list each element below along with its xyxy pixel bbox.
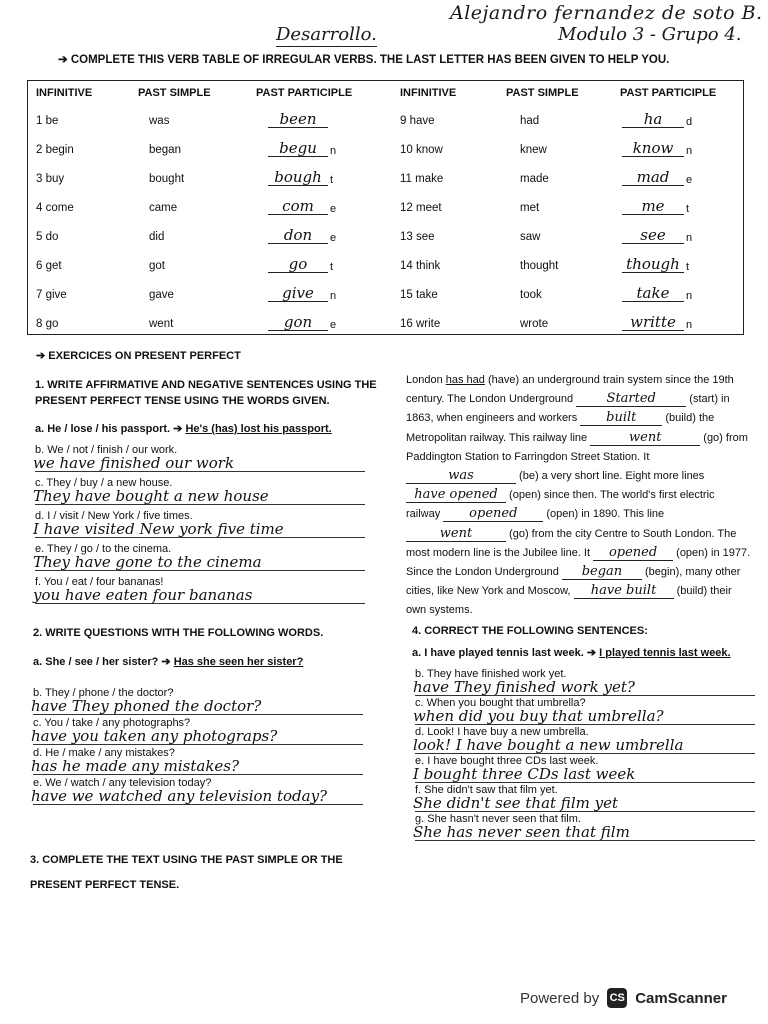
verb-last-letter: n <box>686 290 693 302</box>
verb-infinitive: 15 take <box>400 289 438 301</box>
ex1-example <box>35 422 332 435</box>
verb-infinitive: 7 give <box>36 289 67 301</box>
text-answer: went <box>590 431 700 446</box>
ex2-example <box>33 655 303 668</box>
text-part: (open) since then. The world's first electric railway <box>406 489 715 521</box>
ex2-answer: have They phoned the doctor? <box>31 697 262 715</box>
verb-infinitive: 12 meet <box>400 202 442 214</box>
ex2-answer: have we watched any television today? <box>31 787 328 805</box>
text-answer: opened <box>593 546 673 561</box>
verb-participle-answer: give <box>268 285 328 302</box>
text-answer: began <box>562 565 642 580</box>
ex2-example-answer: Has she seen her sister? <box>173 656 304 668</box>
ex4-answer-line <box>415 811 755 812</box>
ex4-prompt: d. Look! I have buy a new umbrella. <box>415 726 589 738</box>
verb-participle-answer: gon <box>268 314 328 331</box>
verb-past-simple: saw <box>520 231 541 243</box>
ex4-title: 4. CORRECT THE FOLLOWING SENTENCES: <box>412 625 648 637</box>
verb-last-letter: t <box>686 203 690 215</box>
ex4-answer-line <box>415 753 755 754</box>
verb-infinitive: 14 think <box>400 260 441 272</box>
verb-table-instruction <box>58 52 669 66</box>
verb-participle-answer: bough <box>268 169 328 186</box>
verb-past-simple: had <box>520 115 540 127</box>
verb-past-simple: began <box>149 144 181 156</box>
verb-last-letter: t <box>686 261 690 273</box>
verb-participle-answer: know <box>622 140 684 157</box>
header-past-simple: PAST SIMPLE <box>138 87 211 99</box>
text-part: (build) their own systems. <box>406 585 732 617</box>
ex1-answer-line <box>35 603 365 604</box>
text-answer: Started <box>576 392 686 407</box>
verb-infinitive: 8 go <box>36 318 59 330</box>
text-answer: have built <box>574 584 674 599</box>
ex1-example-answer: He's (has) lost his passport. <box>185 423 332 435</box>
ex4-prompt: b. They have finished work yet. <box>415 668 567 680</box>
arrow-right-icon: ➔ <box>58 54 68 66</box>
ex2-answer-line <box>33 744 363 745</box>
text-part: (begin), many other cities, like New York and Moscow, <box>406 566 741 598</box>
verb-last-letter: t <box>330 261 334 273</box>
verb-participle-answer: me <box>622 198 684 215</box>
ex4-prompt: g. She hasn't never seen that film. <box>415 813 581 825</box>
ex4-answer-line <box>415 782 755 783</box>
verb-infinitive: 16 write <box>400 318 441 330</box>
verb-infinitive: 11 make <box>400 173 444 185</box>
ex1-answer-line <box>35 537 365 538</box>
header-past-participle: PAST PARTICIPLE <box>256 87 353 99</box>
ex4-answer: look! I have bought a new umbrella <box>413 736 684 754</box>
header-infinitive-2: INFINITIVE <box>400 87 457 99</box>
text-answer: built <box>580 411 662 426</box>
verb-infinitive: 10 know <box>400 144 443 156</box>
text-answer: went <box>406 527 506 542</box>
verb-past-simple: came <box>149 202 178 214</box>
verb-last-letter: e <box>686 174 693 186</box>
present-perfect-heading-text: EXERCICES ON PRESENT PERFECT <box>48 350 241 362</box>
verb-participle-answer: though <box>622 256 684 273</box>
header-past-simple-2: PAST SIMPLE <box>506 87 579 99</box>
powered-by-label: Powered by <box>520 989 600 1007</box>
ex1-title: 1. WRITE AFFIRMATIVE AND NEGATIVE SENTENCES USING THE PRESENT PERFECT TENSE USING THE WORDS GIVEN. <box>35 379 377 407</box>
text-part: (open) in 1890. This line <box>543 508 665 521</box>
ex2-prompt: b. They / phone / the doctor? <box>33 687 174 699</box>
ex1-prompt: d. I / visit / New York / five times. <box>35 510 193 522</box>
ex2-prompt: c. You / take / any photographs? <box>33 717 191 729</box>
ex1-answer-line <box>35 570 365 571</box>
ex4-example-answer: I played tennis last week. <box>599 647 731 659</box>
ex1-example-prompt: a. He / lose / his passport. <box>35 423 171 435</box>
verb-past-simple: wrote <box>520 318 549 330</box>
text-part: (go) from the city Centre to South London. The most modern line is the Jubilee line. It <box>406 527 737 559</box>
module-group: Modulo 3 - Grupo 4. <box>558 24 742 45</box>
ex4-example <box>412 646 731 659</box>
verb-infinitive: 4 come <box>36 202 74 214</box>
page-title: Desarrollo. <box>276 24 377 45</box>
ex4-example-prompt: a. I have played tennis last week. <box>412 647 584 659</box>
ex4-answer: when did you buy that umbrella? <box>413 707 664 725</box>
text-part: (be) a very short line. Eight more lines <box>516 470 705 483</box>
verb-last-letter: t <box>330 174 334 186</box>
arrow-right-icon: ➔ <box>586 647 597 659</box>
ex4-answer: She didn't see that film yet <box>413 794 618 812</box>
verb-participle-answer: ha <box>622 111 684 128</box>
verb-last-letter: e <box>330 319 337 331</box>
ex4-prompt: e. I have bought three CDs last week. <box>415 755 599 767</box>
text-example-answer: has had <box>445 374 485 386</box>
verb-table <box>27 80 744 335</box>
verb-last-letter: e <box>330 232 337 244</box>
verb-participle-answer: don <box>268 227 328 244</box>
verb-infinitive: 6 get <box>36 260 62 272</box>
verb-infinitive: 9 have <box>400 115 435 127</box>
verb-participle-answer: begu <box>268 140 328 157</box>
ex2-prompt: e. We / watch / any television today? <box>33 777 212 789</box>
verb-past-simple: gave <box>149 289 174 301</box>
verb-past-simple: took <box>520 289 542 301</box>
camscanner-footer <box>520 988 727 1008</box>
ex2-title: 2. WRITE QUESTIONS WITH THE FOLLOWING WORDS. <box>33 627 324 639</box>
verb-past-simple: went <box>149 318 174 330</box>
ex1-answer-line <box>35 504 365 505</box>
ex1-prompt: f. You / eat / four bananas! <box>35 576 164 588</box>
student-name: Alejandro fernandez de soto B. <box>450 2 763 24</box>
verb-participle-answer: see <box>622 227 684 244</box>
ex4-answer: She has never seen that film <box>413 823 630 841</box>
ex2-answer-line <box>33 774 363 775</box>
ex4-prompt: f. She didn't saw that film yet. <box>415 784 558 796</box>
ex3-title: 3. COMPLETE THE TEXT USING THE PAST SIMPLE OR THE PRESENT PERFECT TENSE. <box>30 854 343 891</box>
ex2-answer-line <box>33 714 363 715</box>
ex4-answer: I bought three CDs last week <box>413 765 636 783</box>
verb-participle-answer: mad <box>622 169 684 186</box>
ex1-answer: I have visited New york five time <box>33 520 284 538</box>
ex2-answer-line <box>33 804 363 805</box>
verb-past-simple: bought <box>149 173 185 185</box>
ex4-answer-line <box>415 724 755 725</box>
ex4-answer-line <box>415 840 755 841</box>
verb-last-letter: n <box>686 319 693 331</box>
ex1-answer: They have bought a new house <box>33 487 269 505</box>
verb-participle-answer: writte <box>622 314 684 331</box>
ex2-answer: have you taken any photograps? <box>31 727 278 745</box>
ex2-example-prompt: a. She / see / her sister? <box>33 656 159 668</box>
ex1-prompt: c. They / buy / a new house. <box>35 477 173 489</box>
camscanner-brand: CamScanner <box>635 989 727 1007</box>
underground-text <box>406 371 751 621</box>
ex2-answer: has he made any mistakes? <box>31 757 240 775</box>
verb-past-simple: met <box>520 202 540 214</box>
arrow-right-icon: ➔ <box>36 350 46 362</box>
verb-last-letter: n <box>686 232 693 244</box>
verb-past-simple: was <box>149 115 170 127</box>
verb-infinitive: 5 do <box>36 231 59 243</box>
verb-infinitive: 13 see <box>400 231 435 243</box>
ex1-answer-line <box>35 471 365 472</box>
verb-last-letter: e <box>330 203 337 215</box>
ex1-answer: we have finished our work <box>33 454 235 472</box>
present-perfect-heading <box>36 349 241 362</box>
verb-participle-answer: go <box>268 256 328 273</box>
text-part: London <box>406 374 446 386</box>
ex4-answer-line <box>415 695 755 696</box>
verb-infinitive: 1 be <box>36 115 59 127</box>
text-part: (start) in 1863, when engineers and workers <box>406 393 730 425</box>
arrow-right-icon: ➔ <box>173 423 183 435</box>
header-past-participle-2: PAST PARTICIPLE <box>620 87 717 99</box>
arrow-right-icon: ➔ <box>161 656 171 668</box>
ex2-prompt: d. He / make / any mistakes? <box>33 747 175 759</box>
verb-past-simple: made <box>520 173 549 185</box>
verb-past-simple: knew <box>520 144 547 156</box>
verb-last-letter: d <box>686 116 693 128</box>
ex4-prompt: c. When you bought that umbrella? <box>415 697 586 709</box>
text-answer: have opened <box>406 488 506 503</box>
ex1-prompt: e. They / go / to the cinema. <box>35 543 172 555</box>
verb-participle-answer: take <box>622 285 684 302</box>
verb-infinitive: 2 begin <box>36 144 74 156</box>
text-answer: opened <box>443 507 543 522</box>
ex4-answer: have They finished work yet? <box>413 678 635 696</box>
verb-past-simple: did <box>149 231 165 243</box>
text-part: (go) from Paddington Station to Farringdon Street Station. It <box>406 431 748 463</box>
verb-infinitive: 3 buy <box>36 173 65 185</box>
text-part: (have) an underground train system since the 19th century. The London Underground <box>406 374 734 406</box>
verb-last-letter: n <box>686 145 693 157</box>
text-part: (open) in 1977. Since the London Underground <box>406 546 751 579</box>
text-part: (build) the Metropolitan railway. This railway line <box>406 412 715 444</box>
verb-past-simple: got <box>149 260 165 272</box>
verb-last-letter: n <box>330 290 337 302</box>
text-answer: was <box>406 469 516 484</box>
camscanner-logo-icon: CS <box>607 988 627 1008</box>
header-infinitive: INFINITIVE <box>36 87 93 99</box>
verb-last-letter: n <box>330 145 337 157</box>
verb-past-simple: thought <box>520 260 559 272</box>
verb-participle-answer: com <box>268 198 328 215</box>
ex1-answer: you have eaten four bananas <box>33 586 253 604</box>
verb-participle-answer: been <box>268 111 328 128</box>
ex1-prompt: b. We / not / finish / our work. <box>35 444 178 456</box>
verb-instruction-text: COMPLETE THIS VERB TABLE OF IRREGULAR VERBS. THE LAST LETTER HAS BEEN GIVEN TO HELP YOU. <box>70 54 670 66</box>
ex1-answer: They have gone to the cinema <box>33 553 262 571</box>
